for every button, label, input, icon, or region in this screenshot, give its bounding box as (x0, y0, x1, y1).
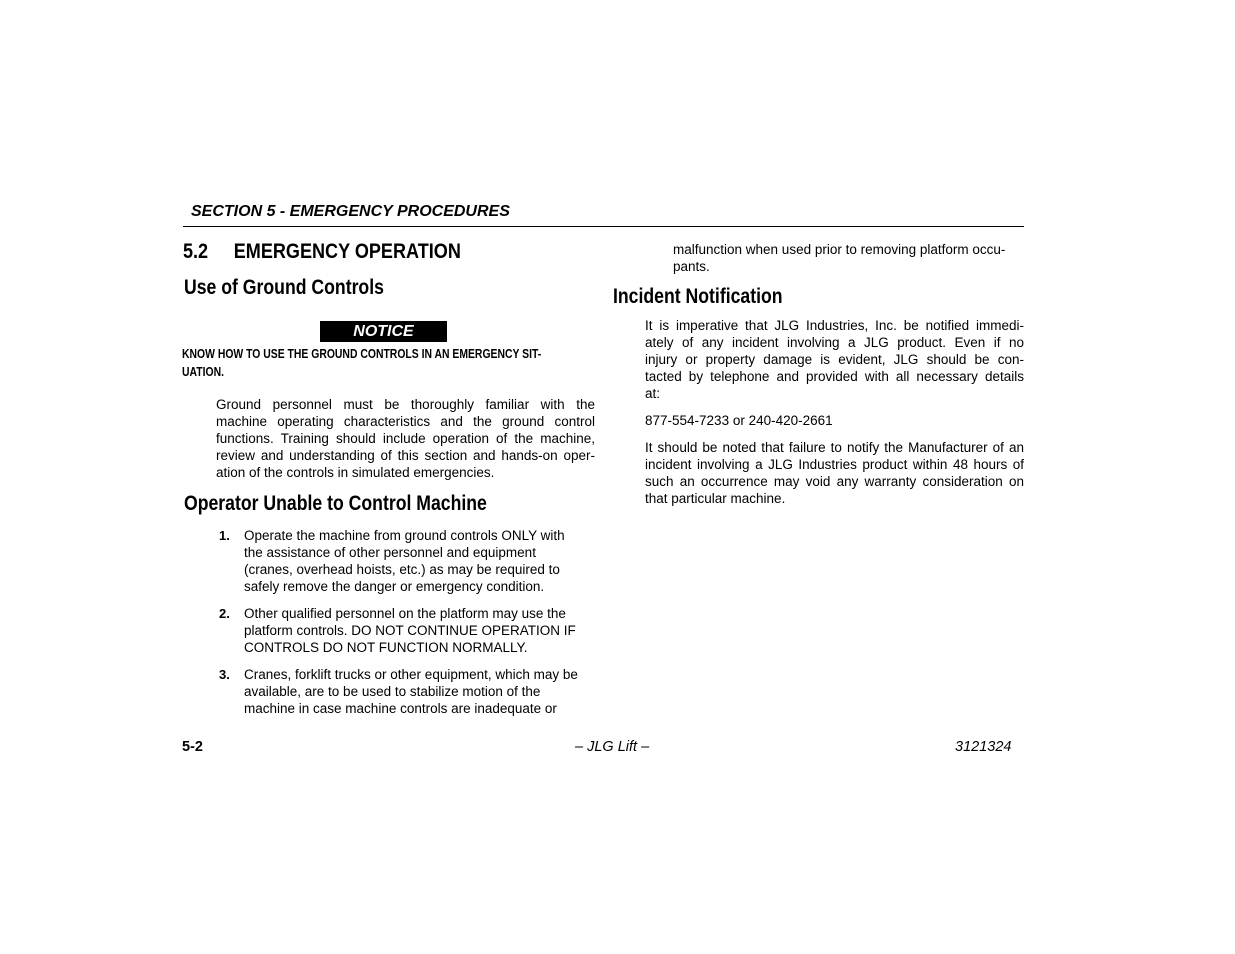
body-line: Ground personnel must be thoroughly familiar with the (216, 397, 595, 412)
list-number: 1. (219, 528, 230, 543)
incident-line: that particular machine. (645, 491, 786, 506)
section-heading (183, 240, 461, 264)
ground-controls-body (216, 396, 595, 481)
incident-phone: 877-554-7233 or 240-420-2661 (645, 413, 833, 428)
list-line: the assistance of other personnel and equipment (244, 545, 536, 560)
list-item (244, 666, 604, 717)
footer-center-title: – JLG Lift – (575, 739, 650, 755)
section-title: EMERGENCY OPERATION (233, 240, 461, 263)
operator-title: Operator Unable to Control Machine (184, 492, 487, 515)
incident-line: such an occurrence may void any warranty consideration on (645, 474, 1024, 489)
notice-line: KNOW HOW TO USE THE GROUND CONTROLS IN AN EMERGENCY SIT- (182, 346, 542, 361)
list-item (244, 605, 604, 656)
incident-title: Incident Notification (613, 285, 783, 308)
body-line: machine operating characteristics and the ground control (216, 414, 595, 429)
body-line: functions. Training should include operation of the machine, (216, 431, 595, 446)
notice-badge: NOTICE (320, 321, 447, 342)
list-line: malfunction when used prior to removing platform occu- (673, 242, 1006, 257)
body-line: review and understanding of this section and hands-on oper- (216, 448, 595, 463)
incident-line: at: (645, 386, 661, 401)
ground-controls-title: Use of Ground Controls (184, 276, 384, 299)
list-line: Other qualified personnel on the platform may use the (244, 606, 566, 621)
section-header: SECTION 5 - EMERGENCY PROCEDURES (191, 203, 510, 220)
list-number: 2. (219, 606, 230, 621)
incident-line: injury or property damage is evident, JLG should be con- (645, 352, 1024, 367)
list-line: machine in case machine controls are inadequate or (244, 701, 557, 716)
body-line: ation of the controls in simulated emergencies. (216, 465, 495, 480)
incident-line: tacted by telephone and provided with all necessary details (645, 369, 1024, 384)
incident-line: It should be noted that failure to notify the Manufacturer of an (645, 440, 1024, 455)
list-line: pants. (673, 259, 710, 274)
list-line: (cranes, overhead hoists, etc.) as may be required to (244, 562, 560, 577)
list-item-continued (673, 241, 1024, 275)
notice-text (182, 345, 598, 381)
list-line: platform controls. DO NOT CONTINUE OPERATION IF (244, 623, 576, 638)
list-line: Operate the machine from ground controls ONLY with (244, 528, 565, 543)
footer-page-number: 5-2 (182, 739, 203, 755)
header-rule (183, 226, 1024, 227)
incident-line: incident involving a JLG Industries product within 48 hours of (645, 457, 1024, 472)
incident-line: It is imperative that JLG Industries, Inc. be notified immedi- (645, 318, 1024, 333)
section-number: 5.2 (183, 240, 209, 263)
list-line: safely remove the danger or emergency condition. (244, 579, 545, 594)
incident-paragraph (645, 317, 1024, 402)
list-line: CONTROLS DO NOT FUNCTION NORMALLY. (244, 640, 528, 655)
incident-warranty-paragraph (645, 439, 1024, 507)
list-number: 3. (219, 667, 230, 682)
list-line: Cranes, forklift trucks or other equipment, which may be (244, 667, 578, 682)
list-line: available, are to be used to stabilize motion of the (244, 684, 541, 699)
notice-line: UATION. (182, 364, 224, 379)
list-item (244, 527, 604, 595)
footer-doc-number: 3121324 (955, 739, 1012, 755)
incident-line: ately of any incident involving a JLG product. Even if no (645, 335, 1024, 350)
